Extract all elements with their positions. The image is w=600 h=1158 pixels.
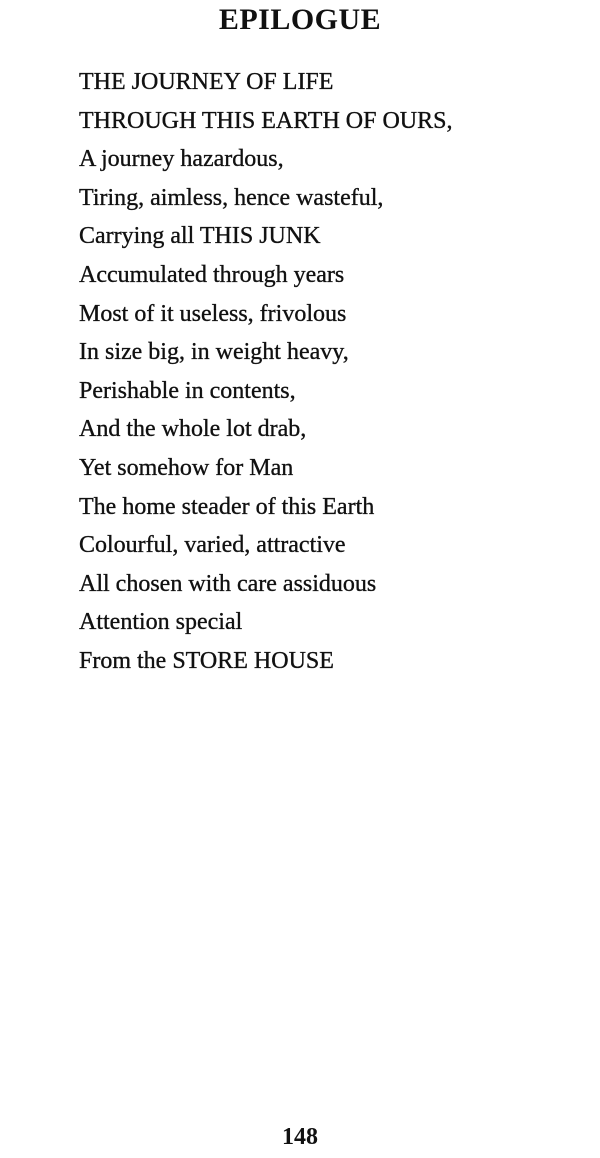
poem-line: Most of it useless, frivolous bbox=[79, 300, 347, 327]
poem-line: Yet somehow for Man bbox=[79, 454, 294, 481]
poem-line: Attention special bbox=[79, 609, 243, 636]
poem-line: The home steader of this Earth bbox=[79, 493, 375, 520]
poem-line: Carrying all THIS JUNK bbox=[79, 223, 321, 250]
poem-line: Colourful, varied, attractive bbox=[79, 532, 346, 559]
poem-line: Accumulated through years bbox=[79, 261, 345, 288]
poem-line: And the whole lot drab, bbox=[79, 416, 307, 443]
poem-line: From the STORE HOUSE bbox=[79, 647, 334, 674]
poem-line: Tiring, aimless, hence wasteful, bbox=[79, 184, 384, 211]
poem-line: Perishable in contents, bbox=[79, 377, 296, 404]
poem-line: A journey hazardous, bbox=[79, 146, 284, 173]
page-number: 148 bbox=[282, 1124, 318, 1150]
poem-line: In size big, in weight heavy, bbox=[79, 339, 349, 366]
poem-line: All chosen with care assiduous bbox=[79, 570, 377, 597]
poem-line: THROUGH THIS EARTH OF OURS, bbox=[79, 107, 453, 134]
page-title: EPILOGUE bbox=[218, 3, 382, 36]
poem-line: THE JOURNEY OF LIFE bbox=[79, 69, 334, 95]
poem-body bbox=[79, 63, 452, 681]
